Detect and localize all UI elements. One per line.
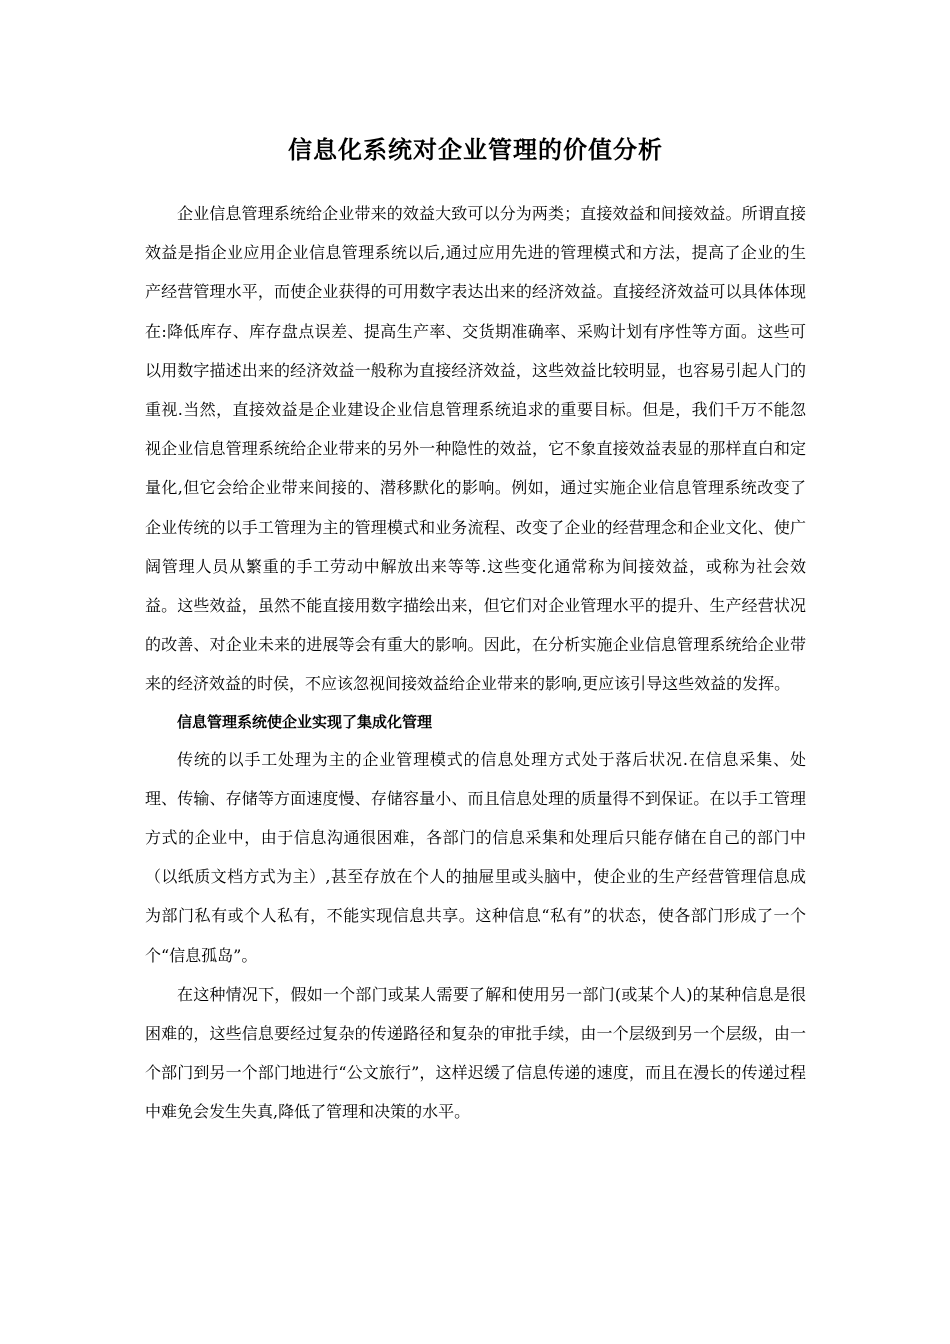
section-integrated-management	[145, 704, 806, 1132]
document-title: 信息化系统对企业管理的价值分析	[288, 136, 663, 164]
section-paragraph-2: 在这种情况下，假如一个部门或某人需要了解和使用另一部门(或某个人)的某种信息是很困难的，这些信息要经过复杂的传递路径和复杂的审批手续，由一个层级到另一个层级，由一个部门到另一个部门地进行“公文旅行”，这样迟缓了信息传递的速度，而且在漫长的传递过程中难免会发生失真,降低了管理和决策的水平。	[145, 984, 806, 1122]
document-page	[145, 128, 806, 1132]
section-paragraph-1: 传统的以手工处理为主的企业管理模式的信息处理方式处于落后状况.在信息采集、处理、传输、存储等方面速度慢、存储容量小、而且信息处理的质量得不到保证。在以手工管理方式的企业中，由于信息沟通很困难，各部门的信息采集和处理后只能存储在自己的部门中（以纸质文档方式为主）,甚至存放在个人的抽屉里或头脑中，使企业的生产经营管理信息成为部门私有或个人私有，不能实现信息共享。这种信息“私有”的状态，使各部门形成了一个个“信息孤岛”。	[145, 749, 806, 965]
intro-paragraph: 企业信息管理系统给企业带来的效益大致可以分为两类；直接效益和间接效益。所谓直接效益是指企业应用企业信息管理系统以后,通过应用先进的管理模式和方法，提高了企业的生产经营管理水平，而使企业获得的可用数字表达出来的经济效益。直接经济效益可以具体体现在:降低库存、库存盘点误差、提高生产率、交货期准确率、采购计划有序性等方面。这些可以用数字描述出来的经济效益一般称为直接经济效益，这些效益比较明显，也容易引起人门的重视.当然，直接效益是企业建设企业信息管理系统追求的重要目标。但是，我们千万不能忽视企业信息管理系统给企业带来的另外一种隐性的效益，它不象直接效益表显的那样直白和定量化,但它会给企业带来间接的、潜移默化的影响。例如，通过实施企业信息管理系统改变了企业传统的以手工管理为主的管理模式和业务流程、改变了企业的经营理念和企业文化、使广阔管理人员从繁重的手工劳动中解放出来等等.这些变化通常称为间接效益，或称为社会效益。这些效益，虽然不能直接用数字描绘出来，但它们对企业管理水平的提升、生产经营状况的改善、对企业未来的进展等会有重大的影响。因此，在分析实施企业信息管理系统给企业带来的经济效益的时侯，不应该忽视间接效益给企业带来的影响,更应该引导这些效益的发挥。	[145, 204, 806, 694]
section-heading: 信息管理系统使企业实现了集成化管理	[177, 712, 433, 731]
